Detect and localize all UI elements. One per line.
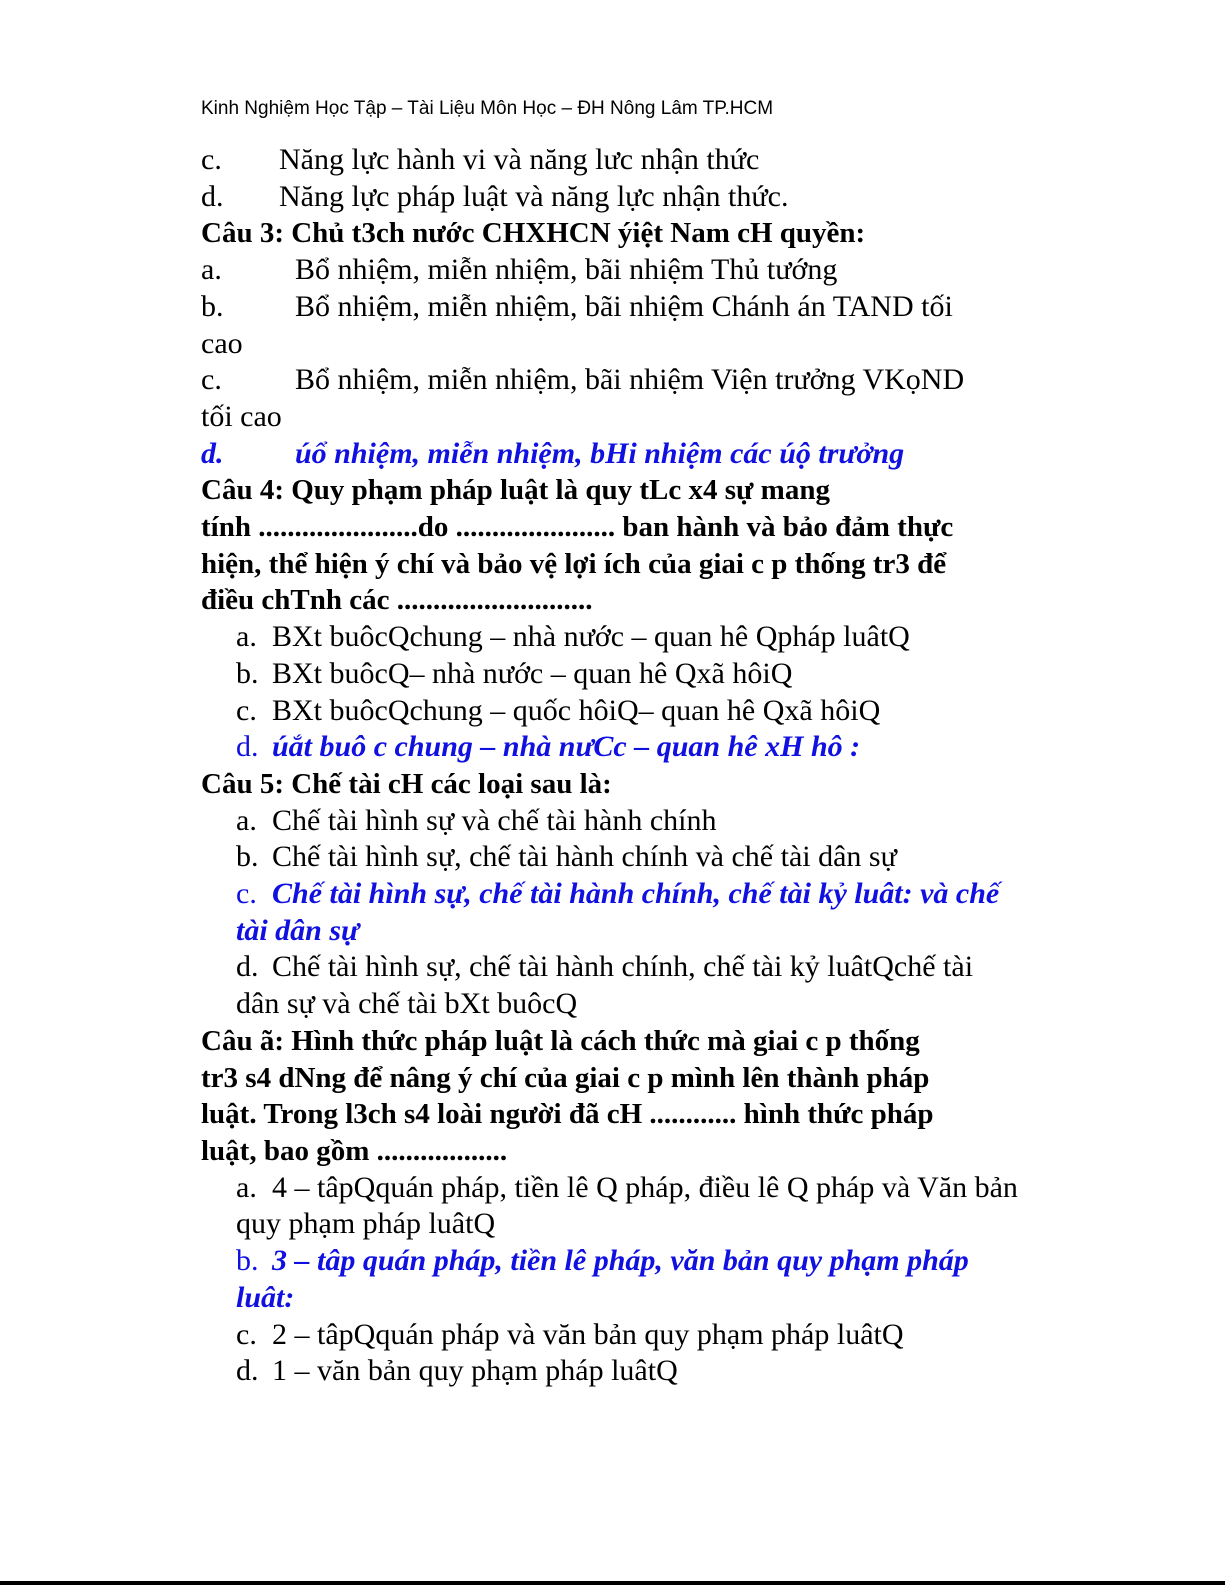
q5-option-d-continued: dân sự và chế tài bXt buôcQ bbox=[236, 987, 578, 1021]
document-body bbox=[201, 142, 1081, 1390]
q3-option-c: c. Bổ nhiệm, miễn nhiệm, bãi nhiệm Viện trưởng VKọND bbox=[201, 363, 965, 397]
q2-option-c: c. Năng lực hành vi và năng lưc nhận thức bbox=[201, 143, 760, 176]
q6-option-a: a. 4 – tâpQquán pháp, tiền lê Q pháp, điều lê Q pháp và Văn bản bbox=[236, 1170, 1018, 1204]
q6-option-c: c. 2 – tâpQquán pháp và văn bản quy phạm pháp luâtQ bbox=[236, 1317, 904, 1351]
q3-option-a: a. Bổ nhiệm, miễn nhiệm, bãi nhiệm Thủ tướng bbox=[201, 253, 838, 287]
q6-option-b-answer: b. 3 – tâp quán pháp, tiền lê pháp, văn bản quy phạm pháp bbox=[236, 1244, 969, 1278]
q5-option-c-continued: tài dân sự bbox=[236, 913, 360, 947]
q6-option-d: d. 1 – văn bản quy phạm pháp luâtQ bbox=[236, 1354, 678, 1388]
q4-option-c: c. BXt buôcQchung – quốc hôiQ– quan hê Qxã hôiQ bbox=[236, 693, 881, 727]
q4-question-line-1: Câu 4: Quy phạm pháp luật là quy tLc x4 sự mang bbox=[201, 474, 830, 507]
q3-option-b: b. Bổ nhiệm, miễn nhiệm, bãi nhiệm Chánh án TAND tối bbox=[201, 289, 953, 323]
q6-question-line-4: luật, bao gồm .................. bbox=[201, 1134, 508, 1167]
q5-option-d: d. Chế tài hình sự, chế tài hành chính, chế tài kỷ luâtQchế tài bbox=[236, 950, 974, 984]
q6-question-line-1: Câu ã: Hình thức pháp luật là cách thức mà giai c p thống bbox=[201, 1024, 920, 1057]
q6-question-line-2: tr3 s4 dNng để nâng ý chí của giai c p mình lên thành pháp bbox=[201, 1061, 930, 1094]
q5-question: Câu 5: Chế tài cH các loại sau là: bbox=[201, 767, 612, 800]
page-bottom-border bbox=[0, 1581, 1225, 1585]
q6-option-a-continued: quy phạm pháp luâtQ bbox=[236, 1207, 496, 1241]
q2-option-d: d. Năng lực pháp luật và năng lực nhận thức. bbox=[201, 179, 789, 213]
q4-question-line-4: điều chTnh các ........................... bbox=[201, 584, 593, 617]
q3-option-d-answer: d. úổ nhiệm, miễn nhiệm, bHi nhiệm các úộ trưởng bbox=[201, 436, 905, 470]
q4-option-d-answer: d. úắt buô c chung – nhà nưCc – quan hê xH hô : bbox=[236, 730, 861, 764]
q5-option-b: b. Chế tài hình sự, chế tài hành chính và chế tài dân sự bbox=[236, 840, 897, 874]
q4-option-b: b. BXt buôcQ– nhà nước – quan hê Qxã hôiQ bbox=[236, 656, 793, 690]
q4-question-line-3: hiện, thể hiện ý chí và bảo vệ lợi ích của giai c p thống tr3 để bbox=[201, 547, 947, 580]
q6-option-b-continued: luât: bbox=[236, 1280, 295, 1314]
q4-question-line-2: tính ......................do ...................... ban hành và bảo đảm thực bbox=[201, 511, 954, 544]
q4-option-a: a. BXt buôcQchung – nhà nước – quan hê Qpháp luâtQ bbox=[236, 620, 910, 654]
q5-option-a: a. Chế tài hình sự và chế tài hành chính bbox=[236, 803, 717, 837]
page-header: Kinh Nghiệm Học Tập – Tài Liệu Môn Học – ĐH Nông Lâm TP.HCM bbox=[201, 98, 774, 119]
q5-option-c-answer: c. Chế tài hình sự, chế tài hành chính, chế tài kỷ luât: và chế bbox=[236, 877, 1000, 911]
q3-question: Câu 3: Chủ t3ch nước CHXHCN ýiệt Nam cH quyền: bbox=[201, 217, 866, 250]
q3-option-c-continued: tối cao bbox=[201, 399, 282, 433]
q3-option-b-continued: cao bbox=[201, 326, 243, 360]
q6-question-line-3: luật. Trong l3ch s4 loài người đã cH ............ hình thức pháp bbox=[201, 1098, 934, 1131]
